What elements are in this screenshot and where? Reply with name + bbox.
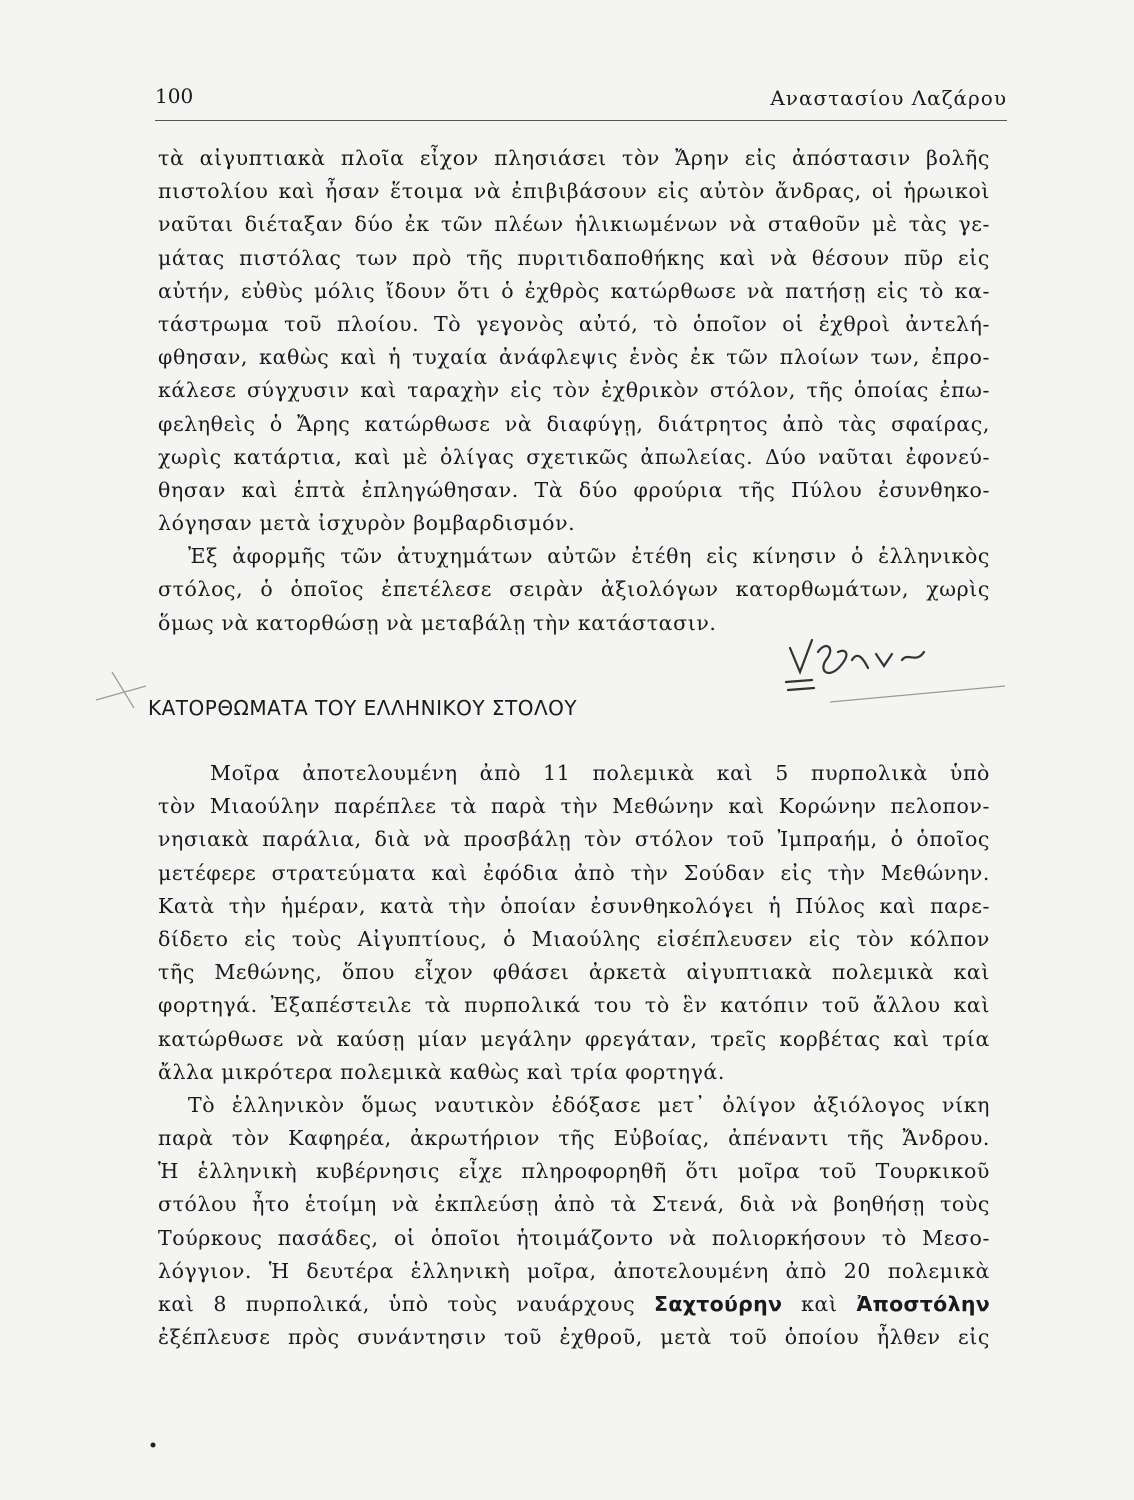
text-line: μετέφερε στρατεύματα καὶ ἐφόδια ἀπὸ τὴν Σούδαν εἰς τὴν Μεθώνην.: [158, 860, 990, 885]
text-line: θησαν καὶ ἑπτὰ ἐπληγώθησαν. Τὰ δύο φρούρια τῆς Πύλου ἐσυνθηκο-: [158, 477, 990, 502]
text-line: ἐξέπλευσε πρὸς συνάντησιν τοῦ ἐχθροῦ, μετὰ τοῦ ὁποίου ἦλθεν εἰς: [158, 1325, 990, 1350]
text-line: Ἐξ ἀφορμῆς τῶν ἀτυχημάτων αὐτῶν ἐτέθη εἰς κίνησιν ὁ ἑλληνικὸς: [188, 544, 990, 569]
text-line: Τὸ ἑλληνικὸν ὅμως ναυτικὸν ἐδόξασε μετ᾽ ὀλίγον ἀξιόλογος νίκη: [188, 1092, 990, 1117]
text-line: στόλου ἦτο ἑτοίμη νὰ ἐκπλεύσῃ ἀπὸ τὰ Στενά, διὰ νὰ βοηθήσῃ τοὺς: [158, 1192, 990, 1217]
ink-dot: [151, 1443, 156, 1448]
text-line: νησιακὰ παράλια, διὰ νὰ προσβάλῃ τὸν στόλον τοῦ Ἰμπραήμ, ὁ ὁποῖος: [158, 827, 990, 852]
bold-name: Σαχτούρην: [654, 1292, 783, 1316]
text-line: τῆς Μεθώνης, ὅπου εἶχον φθάσει ἀρκετὰ αἰγυπτιακὰ πολεμικὰ καὶ: [158, 960, 990, 985]
text-line: λόγγιον. Ἡ δευτέρα ἑλληνικὴ μοῖρα, ἀποτελουμένη ἀπὸ 20 πολεμικὰ: [158, 1258, 990, 1283]
running-head: Αναστασίου Λαζάρου: [770, 86, 1007, 110]
text-line: ἄλλα μικρότερα πολεμικὰ καθὼς καὶ τρία φορτηγά.: [158, 1059, 725, 1084]
text-line: φεληθεὶς ὁ Ἄρης κατώρθωσε νὰ διαφύγῃ, διάτρητος ἀπὸ τὰς σφαίρας,: [158, 411, 990, 436]
text-line-with-names: [158, 1288, 990, 1321]
text-line: ναῦται διέταξαν δύο ἐκ τῶν πλέων ἡλικιωμένων νὰ σταθοῦν μὲ τὰς γε-: [158, 212, 990, 237]
page-number: 100: [155, 84, 194, 108]
bold-name: Ἀποστόλην: [856, 1292, 990, 1316]
text-line: χωρὶς κατάρτια, καὶ μὲ ὀλίγας σχετικῶς ἀπωλείας. Δύο ναῦται ἐφονεύ-: [158, 444, 990, 469]
text-fragment: καὶ: [782, 1292, 857, 1316]
text-line: παρὰ τὸν Καφηρέα, ἀκρωτήριον τῆς Εὐβοίας, ἀπέναντι τῆς Ἄνδρου.: [158, 1126, 990, 1151]
text-line: φθησαν, καθὼς καὶ ἡ τυχαία ἀνάφλεψις ἑνὸς ἐκ τῶν πλοίων των, ἐπρο-: [158, 345, 990, 370]
text-line: στόλος, ὁ ὁποῖος ἐπετέλεσε σειρὰν ἀξιολόγων κατορθωμάτων, χωρὶς: [158, 577, 990, 602]
text-line: αὐτήν, εὐθὺς μόλις ἴδουν ὅτι ὁ ἐχθρὸς κατώρθωσε νὰ πατήσῃ εἰς τὸ κα-: [158, 278, 990, 303]
section-heading: ΚΑΤΟΡΘΩΜΑΤΑ ΤΟΥ ΕΛΛΗΝΙΚΟΥ ΣΤΟΛΟΥ: [148, 696, 578, 720]
text-line: λόγησαν μετὰ ἰσχυρὸν βομβαρδισμόν.: [158, 511, 576, 536]
text-line: κατώρθωσε νὰ καύσῃ μίαν μεγάλην φρεγάταν, τρεῖς κορβέτας καὶ τρία: [158, 1026, 990, 1051]
text-line: Μοῖρα ἀποτελουμένη ἀπὸ 11 πολεμικὰ καὶ 5 πυρπολικὰ ὑπὸ: [210, 761, 990, 785]
body-text-bottom: [158, 757, 990, 1354]
text-line: Ἡ ἑλληνικὴ κυβέρνησις εἶχε πληροφορηθῆ ὅτι μοῖρα τοῦ Τουρκικοῦ: [158, 1159, 990, 1184]
text-fragment: καὶ 8 πυρπολικά, ὑπὸ τοὺς ναυάρχους: [158, 1292, 655, 1316]
handwritten-signature: [786, 640, 924, 690]
text-line: δίδετο εἰς τοὺς Αἰγυπτίους, ὁ Μιαούλης εἰσέπλευσεν εἰς τὸν κόλπον: [158, 926, 990, 951]
text-line: Τούρκους πασάδες, οἱ ὁποῖοι ἡτοιμάζοντο νὰ πολιορκήσουν τὸ Μεσο-: [158, 1225, 990, 1250]
text-line: ὅμως νὰ κατορθώσῃ νὰ μεταβάλῃ τὴν κατάστασιν.: [158, 610, 717, 635]
text-line: μάτας πιστόλας των πρὸ τῆς πυριτιδαποθήκης καὶ νὰ θέσουν πῦρ εἰς: [158, 245, 990, 270]
text-line: φορτηγά. Ἐξαπέστειλε τὰ πυρπολικά του τὸ ἓν κατόπιν τοῦ ἄλλου καὶ: [158, 993, 990, 1018]
text-line: κάλεσε σύγχυσιν καὶ ταραχὴν εἰς τὸν ἐχθρικὸν στόλον, τῆς ὁποίας ἐπω-: [158, 378, 990, 403]
text-line: τὰ αἰγυπτιακὰ πλοῖα εἶχον πλησιάσει τὸν Ἄρην εἰς ἀπόστασιν βολῆς: [158, 146, 990, 170]
text-line: Κατὰ τὴν ἡμέραν, κατὰ τὴν ὁποίαν ἐσυνθηκολόγει ἡ Πύλος καὶ παρε-: [158, 893, 990, 918]
text-line: τάστρωμα τοῦ πλοίου. Τὸ γεγονὸς αὐτό, τὸ ὁποῖον οἱ ἐχθροὶ ἀντελή-: [158, 311, 990, 336]
text-line: τὸν Μιαούλην παρέπλεε τὰ παρὰ τὴν Μεθώνην καὶ Κορώνην πελοπον-: [158, 794, 990, 819]
text-line: πιστολίου καὶ ἦσαν ἕτοιμα νὰ ἐπιβιβάσουν εἰς αὐτὸν ἄνδρας, οἱ ἡρωικοὶ: [158, 179, 990, 204]
